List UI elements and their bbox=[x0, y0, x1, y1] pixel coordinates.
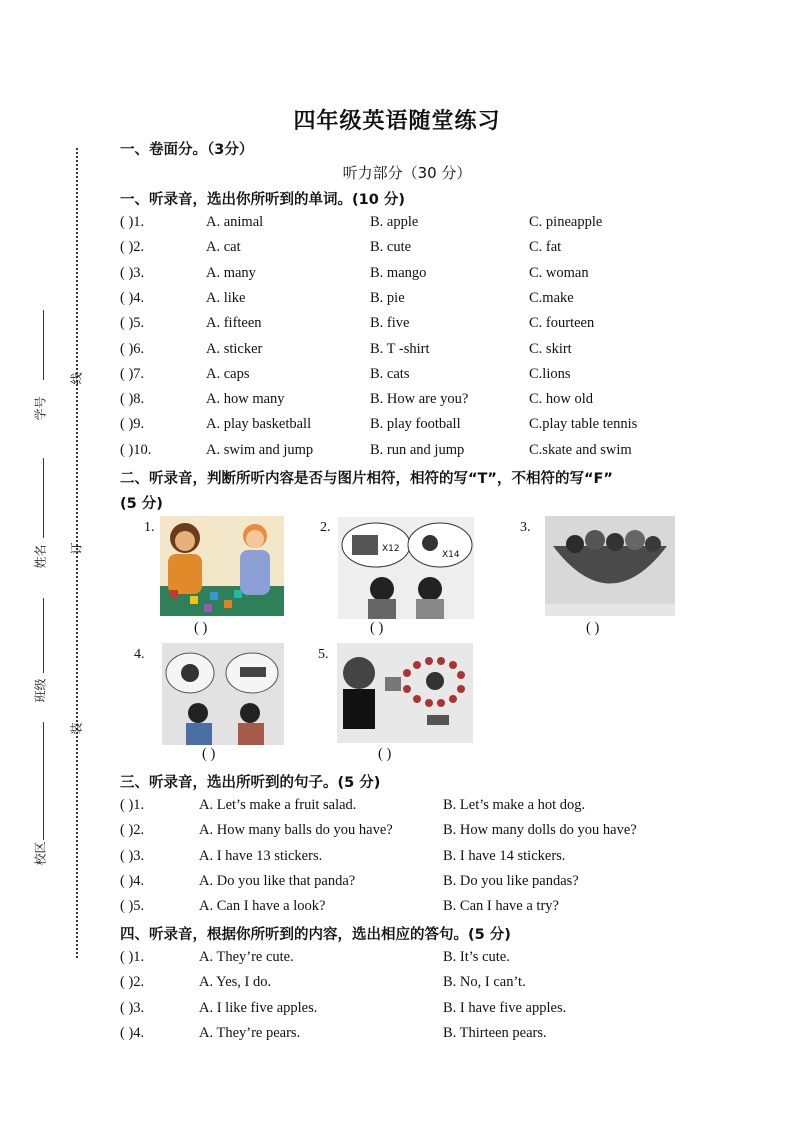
option-a: A. They’re pears. bbox=[199, 1024, 301, 1041]
question-row bbox=[120, 391, 780, 413]
option-a: A. Do you like that panda? bbox=[199, 872, 356, 889]
student-no-label: 学号 bbox=[33, 396, 48, 421]
option-a: A. animal bbox=[206, 214, 264, 230]
question-row bbox=[120, 315, 780, 337]
pic3-answer-paren[interactable]: ( ) bbox=[586, 620, 600, 636]
question-row bbox=[120, 214, 780, 236]
option-b: B. cats bbox=[370, 365, 410, 382]
option-b: B. No, I can’t. bbox=[443, 974, 526, 991]
pic1-kids-toys-image bbox=[160, 516, 284, 616]
option-a: A. I like five apples. bbox=[199, 999, 318, 1016]
option-b: B. mango bbox=[370, 264, 427, 281]
option-b: B. I have 14 stickers. bbox=[443, 847, 566, 864]
option-a: A. like bbox=[206, 289, 246, 306]
question-number[interactable]: ( )1. bbox=[120, 797, 145, 813]
binding-label-staple: 订 bbox=[69, 542, 84, 555]
question-row bbox=[120, 949, 780, 971]
question-number[interactable]: ( )3. bbox=[120, 264, 145, 281]
question-row bbox=[120, 822, 780, 844]
option-a: A. fifteen bbox=[206, 315, 262, 332]
option-a: A. sticker bbox=[206, 340, 263, 357]
option-b: B. Let’s make a hot dog. bbox=[443, 797, 586, 813]
option-c: C.make bbox=[529, 289, 574, 306]
question-row bbox=[120, 873, 780, 895]
option-a: A. Yes, I do. bbox=[199, 974, 272, 991]
option-c: C.skate and swim bbox=[529, 441, 632, 458]
question-number[interactable]: ( )3. bbox=[120, 847, 145, 864]
option-c: C.lions bbox=[529, 365, 571, 382]
pic1-answer-paren[interactable]: ( ) bbox=[194, 620, 208, 636]
option-b: B. pie bbox=[370, 289, 405, 306]
pic3-fruit-bowl-image bbox=[545, 516, 675, 616]
option-c: C.play table tennis bbox=[529, 416, 638, 433]
question-row bbox=[120, 898, 780, 920]
question-row bbox=[120, 1000, 780, 1022]
question-row bbox=[120, 797, 780, 819]
question-row bbox=[120, 442, 780, 464]
question-row bbox=[120, 239, 780, 261]
option-b: B. I have five apples. bbox=[443, 999, 567, 1016]
option-a: A. Let’s make a fruit salad. bbox=[199, 797, 357, 813]
question-number[interactable]: ( )4. bbox=[120, 289, 145, 306]
pic4-number: 4. bbox=[134, 647, 145, 662]
pic2-number: 2. bbox=[320, 520, 331, 535]
option-a: A. play basketball bbox=[206, 416, 312, 433]
option-a: A. How many balls do you have? bbox=[199, 822, 393, 839]
option-a: A. many bbox=[206, 264, 256, 281]
question-number[interactable]: ( )1. bbox=[120, 949, 145, 965]
question-row bbox=[120, 974, 780, 996]
part4-heading: 四、听录音，根据你所听到的内容，选出相应的答句。(5 分) bbox=[120, 927, 511, 943]
question-row bbox=[120, 416, 780, 438]
question-number[interactable]: ( )6. bbox=[120, 340, 145, 357]
binding-label-install: 装 bbox=[69, 722, 84, 735]
option-a: A. They’re cute. bbox=[199, 949, 294, 965]
question-number[interactable]: ( )9. bbox=[120, 416, 145, 433]
question-row bbox=[120, 848, 780, 870]
binding-label-line: 线 bbox=[69, 372, 84, 385]
question-number[interactable]: ( )5. bbox=[120, 898, 145, 915]
question-number[interactable]: ( )4. bbox=[120, 1024, 145, 1041]
pic2-label-x14: X14 bbox=[442, 550, 460, 560]
pic5-number: 5. bbox=[318, 647, 329, 662]
student-no-line bbox=[43, 310, 44, 380]
option-b: B. Do you like pandas? bbox=[443, 872, 579, 889]
option-b: B. How many dolls do you have? bbox=[443, 822, 637, 839]
pic5-tiger-balls-image bbox=[337, 643, 473, 743]
option-c: C. how old bbox=[529, 391, 594, 408]
school-line bbox=[43, 722, 44, 840]
pic4-boys-animals-image bbox=[162, 643, 284, 745]
question-number[interactable]: ( )2. bbox=[120, 822, 145, 839]
question-row bbox=[120, 1025, 780, 1047]
question-row bbox=[120, 341, 780, 363]
class-label: 班级 bbox=[33, 678, 48, 703]
question-number[interactable]: ( )8. bbox=[120, 391, 145, 408]
name-line bbox=[43, 458, 44, 538]
option-b: B. five bbox=[370, 315, 410, 332]
option-b: B. apple bbox=[370, 214, 419, 230]
school-label: 校区 bbox=[33, 841, 48, 866]
question-number[interactable]: ( )2. bbox=[120, 239, 145, 256]
pic2-answer-paren[interactable]: ( ) bbox=[370, 620, 384, 636]
option-a: A. swim and jump bbox=[206, 441, 314, 458]
question-row bbox=[120, 366, 780, 388]
listening-header: 听力部分（30 分） bbox=[342, 164, 472, 182]
question-row bbox=[120, 290, 780, 312]
option-b: B. play football bbox=[370, 416, 461, 433]
option-b: B. Can I have a try? bbox=[443, 898, 559, 915]
option-c: C. fourteen bbox=[529, 315, 595, 332]
option-c: C. fat bbox=[529, 239, 562, 256]
question-number[interactable]: ( )7. bbox=[120, 365, 145, 382]
pic1-number: 1. bbox=[144, 520, 155, 535]
pic5-answer-paren[interactable]: ( ) bbox=[378, 746, 392, 762]
option-b: B. How are you? bbox=[370, 391, 469, 408]
pic4-answer-paren[interactable]: ( ) bbox=[202, 746, 216, 762]
question-number[interactable]: ( )1. bbox=[120, 214, 145, 230]
pic2-label-x12: X12 bbox=[382, 544, 400, 554]
part2-heading-tail: (5 分) bbox=[120, 496, 163, 512]
option-a: A. caps bbox=[206, 365, 250, 382]
option-b: B. cute bbox=[370, 239, 412, 256]
pic2-boys-thought-image bbox=[338, 517, 474, 619]
part3-heading: 三、听录音，选出所听到的句子。(5 分) bbox=[120, 775, 381, 791]
class-line bbox=[43, 598, 44, 673]
question-number[interactable]: ( )4. bbox=[120, 872, 145, 889]
question-number[interactable]: ( )3. bbox=[120, 999, 145, 1016]
score-line: 一、卷面分。（3分） bbox=[120, 142, 254, 158]
option-a: A. how many bbox=[206, 391, 285, 408]
option-a: A. I have 13 stickers. bbox=[199, 847, 323, 864]
question-row bbox=[120, 265, 780, 287]
pic3-number: 3. bbox=[520, 520, 531, 535]
page-title: 四年级英语随堂练习 bbox=[293, 109, 501, 134]
option-b: B. run and jump bbox=[370, 441, 465, 458]
option-b: B. T -shirt bbox=[370, 340, 430, 357]
name-label: 姓名 bbox=[33, 544, 48, 569]
part2-heading: 二、听录音，判断所听内容是否与图片相符，相符的写“T”，不相符的写“F” bbox=[120, 471, 613, 487]
option-a: A. Can I have a look? bbox=[199, 898, 326, 915]
question-number[interactable]: ( )10. bbox=[120, 441, 152, 458]
option-b: B. It’s cute. bbox=[443, 949, 510, 965]
option-c: C. skirt bbox=[529, 340, 572, 357]
question-number[interactable]: ( )5. bbox=[120, 315, 145, 332]
option-a: A. cat bbox=[206, 239, 241, 256]
option-c: C. woman bbox=[529, 264, 589, 281]
option-b: B. Thirteen pears. bbox=[443, 1024, 547, 1041]
option-c: C. pineapple bbox=[529, 214, 603, 230]
part1-heading: 一、听录音，选出你所听到的单词。(10 分) bbox=[120, 192, 405, 208]
question-number[interactable]: ( )2. bbox=[120, 974, 145, 991]
